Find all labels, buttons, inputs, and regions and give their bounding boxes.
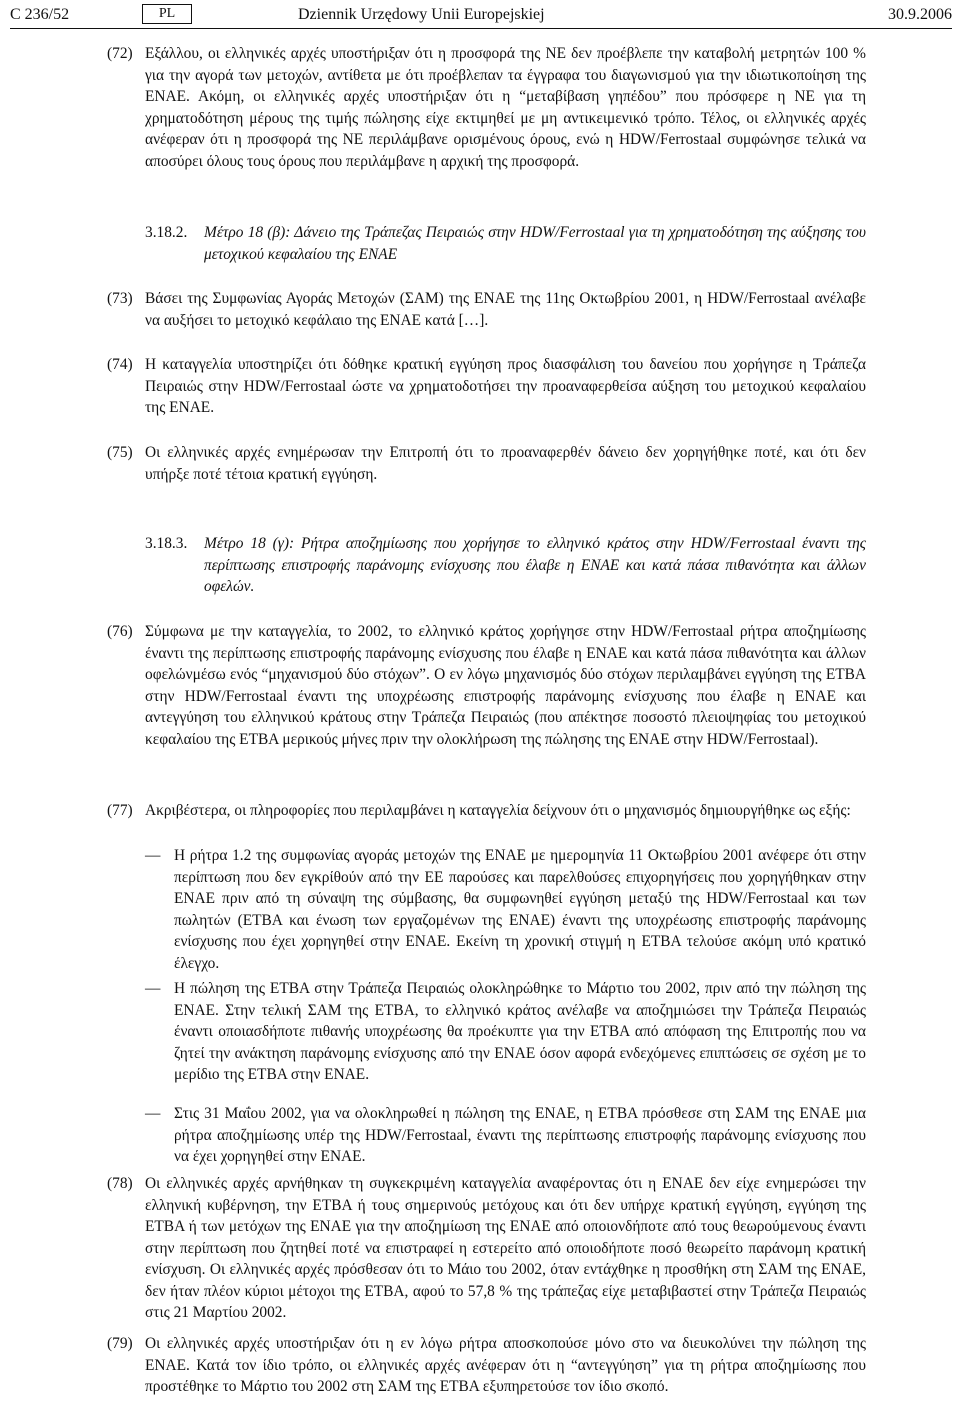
dash-marker: — xyxy=(145,847,161,864)
indent-text: Στις 31 Μαΐου 2002, για να ολοκληρωθεί η πώληση της ΕΝΑΕ, η ΕΤΒΑ πρόσθεσε στη ΣΑΜ της ΕΝΑΕ μια ρήτρα αποζημίωσης υπέρ της HDW/Ferrostaal, έναντι της περίπτωσης επιστροφής παράνομης ενίσχυσης που να έχει χορηγηθεί στην ΕΝΑΕ. xyxy=(174,1105,866,1165)
paragraph-text: Οι ελληνικές αρχές ενημέρωσαν την Επιτροπή ότι το προαναφερθέν δάνειο δεν χορηγήθηκε ποτέ, και ότι δεν υπήρξε ποτέ τέτοια κρατική εγγύηση. xyxy=(145,444,866,483)
page-reference: C 236/52 xyxy=(10,6,70,23)
dash-marker: — xyxy=(145,1105,161,1122)
paragraph-text: Οι ελληνικές αρχές αρνήθηκαν τη συγκεκριμένη καταγγελία αναφέροντας ότι η ΕΝΑΕ δεν είχε ενημερώσει την ελληνική κυβέρνηση, την ΕΤΒΑ ή τους σημερινούς μετόχους και ότι δεν υπήρχε κρατική εγγύηση, εγγύηση της ΕΤΒΑ ή των μετόχων της ΕΝΑΕ για την αποζημίωση της ΕΝΑΕ από οποιονδήποτε από τους θεωρούμενους έναντι στην περίπτωση που ζητηθεί ποτέ να επιστραφεί η εστερείτο από οποιοδήποτε ποσό θεωρείτο παράνομη κρατική ενίσχυση. Οι ελληνικές αρχές πρόσθεσαν ότι το Μάιο του 2002, όταν εντάχθηκε η προσθήκη στη ΣΑΜ της ΕΝΑΕ, δεν ήταν πλέον κύριοι μέτοχοι της ΕΤΒΑ, αφού το 57,8 % της τράπεζας είχε μεταβιβαστεί στην Τράπεζα Πειραιώς στις 21 Μαρτίου 2002. xyxy=(145,1175,866,1321)
paragraph-number: (79) xyxy=(107,1335,133,1352)
section-number: 3.18.3. xyxy=(145,535,188,552)
paragraph-text: Εξάλλου, οι ελληνικές αρχές υποστήριξαν ότι η προσφορά της ΝΕ δεν προέβλεπε την καταβολή μετρητών 100 % για την αγορά των μετοχών, αντίθετα με ότι προέβλεπαν τα έγγραφα του διαγωνισμού για την ιδιωτικοποίηση της ΕΝΑΕ. Ακόμη, οι ελληνικές αρχές υποστήριξαν ότι η “μεταβίβαση γηπέδου” που πρόσφερε η ΝΕ για τη χρηματοδότηση μέρους της τιμής πώλησης είχε εκτιμηθεί με μη αντικειμενικό τρόπο. Τέλος, οι ελληνικές αρχές ανέφεραν ότι η προσφορά της ΝΕ περιλάμβανε ορισμένους όρους, ενώ η HDW/Ferrostaal συμφώνησε τελικά να αποσύρει όλους τους όρους που περιλάμβανε η αρχική της προσφορά. xyxy=(145,45,866,170)
paragraph-text: Οι ελληνικές αρχές υποστήριξαν ότι η εν λόγω ρήτρα αποσκοπούσε μόνο στο να διευκολύνει την πώληση της ΕΝΑΕ. Κατά τον ίδιο τρόπο, οι ελληνικές αρχές ανέφεραν ότι η “αντεγγύηση” για τη ρήτρα αποζημίωσης που προστέθηκε το Μάρτιο του 2002 στη ΣΑΜ της ΕΤΒΑ εξυπηρετούσε τον ίδιο σκοπό. xyxy=(145,1335,866,1395)
paragraph-73 xyxy=(108,288,866,331)
indent-text: Η ρήτρα 1.2 της συμφωνίας αγοράς μετοχών της ΕΝΑΕ με ημερομηνία 11 Οκτωβρίου 2001 ανέφερε ότι στην περίπτωση που δεν εγκρίθούν από την ΕΕ παρούσες και παρελθούσες επιχορηγήσεις που χορηγήθηκαν στην ΕΝΑΕ πριν από τη σύναψη της σύμβασης, θα συμφωνηθεί εγγύηση μεταξύ της HDW/Ferrostaal και των πωλητών (ΕΤΒΑ και ένωση των εργαζομένων της ΕΝΑΕ) έναντι της υποχρέωσης επιστροφής παράνομης ενίσχυσης που έχει χορηγηθεί στην ΕΝΑΕ. Εκείνη τη χρονική στιγμή η ΕΤΒΑ τελούσε ακόμη υπό κρατικό έλεγχο. xyxy=(174,847,866,972)
journal-title: Dziennik Urzędowy Unii Europejskiej xyxy=(298,6,545,23)
paragraph-76 xyxy=(108,621,866,750)
paragraph-74 xyxy=(108,354,866,419)
paragraph-text: Βάσει της Συμφωνίας Αγοράς Μετοχών (ΣΑΜ) της ΕΝΑΕ της 11ης Οκτωβρίου 2001, η HDW/Ferrostaal ανέλαβε να αυξήσει το μετοχικό κεφάλαιο της ΕΝΑΕ κατά […]. xyxy=(145,290,866,329)
paragraph-number: (78) xyxy=(107,1175,133,1192)
paragraph-text: Η καταγγελία υποστηρίζει ότι δόθηκε κρατική εγγύηση προς διασφάλιση του δανείου που χορήγησε η Τράπεζα Πειραιώς στην HDW/Ferrostaal ώστε να χρηματοδοτήσει την προαναφερθείσα αύξηση του μετοχικού κεφαλαίου της ΕΝΑΕ. xyxy=(145,356,866,416)
paragraph-number: (72) xyxy=(107,45,133,62)
paragraph-72 xyxy=(108,43,866,172)
language-code: PL xyxy=(142,4,192,24)
section-title: Μέτρο 18 (β): Δάνειο της Τράπεζας Πειραιώς στην HDW/Ferrostaal για τη χρηματοδότηση της αύξησης του μετοχικού κεφαλαίου της ΕΝΑΕ xyxy=(204,224,866,263)
paragraph-number: (73) xyxy=(107,290,133,307)
indent-item-2 xyxy=(145,978,866,1086)
section-3-18-2 xyxy=(145,222,866,265)
paragraph-number: (75) xyxy=(107,444,133,461)
paragraph-text: Ακριβέστερα, οι πληροφορίες που περιλαμβάνει η καταγγελία δείχνουν ότι ο μηχανισμός δημιουργήθηκε ως εξής: xyxy=(145,802,851,819)
paragraph-77 xyxy=(108,800,866,822)
publication-date: 30.9.2006 xyxy=(888,6,952,23)
section-number: 3.18.2. xyxy=(145,224,188,241)
indent-item-1 xyxy=(145,845,866,974)
header-rule xyxy=(10,28,952,29)
paragraph-number: (76) xyxy=(107,623,133,640)
paragraph-75 xyxy=(108,442,866,485)
paragraph-number: (77) xyxy=(107,802,133,819)
paragraph-78 xyxy=(108,1173,866,1324)
section-3-18-3 xyxy=(145,533,866,598)
paragraph-79 xyxy=(108,1333,866,1398)
page-header xyxy=(10,4,952,26)
indent-text: Η πώληση της ΕΤΒΑ στην Τράπεζα Πειραιώς ολοκληρώθηκε το Μάρτιο του 2002, πριν από την πώληση της ΕΝΑΕ. Στην τελική ΣΑΜ της ΕΤΒΑ, το ελληνικό κράτος ανέλαβε να αποζημιώσει την Τράπεζα Πειραιώς έναντι οποιασδήποτε πιθανής υποχρέωσης θα προέκυπτε για την ΕΤΒΑ από απόφαση της Επιτροπής που να ζητεί την ανάκτηση παράνομης ενίσχυσης από την ΕΝΑΕ όσον αφορά ενδεχόμενες επιπτώσεις σε σχέση με το μερίδιο της ΕΤΒΑ στην ΕΝΑΕ. xyxy=(174,980,866,1083)
section-title: Μέτρο 18 (γ): Ρήτρα αποζημίωσης που χορήγησε το ελληνικό κράτος στην HDW/Ferrostaal έναντι της περίπτωσης επιστροφής παράνομης ενίσχυσης που έλαβε η ΕΝΑΕ και κατά πάσα πιθανότητα και άλλων οφελών. xyxy=(204,535,866,595)
paragraph-text: Σύμφωνα με την καταγγελία, το 2002, το ελληνικό κράτος χορήγησε στην HDW/Ferrostaal ρήτρα αποζημίωσης έναντι της περίπτωσης επιστροφής παράνομης ενίσχυσης που έλαβε η ΕΝΑΕ και κατά πάσα πιθανότητα και άλλων οφελώνμέσω ενός “μηχανισμού δύο στόχων”. Ο εν λόγω μηχανισμός δύο στόχων περιλαμβάνει εγγύηση της ΕΤΒΑ στην HDW/Ferrostaal έναντι της υποχρέωσης επιστροφής παράνομης ενίσχυσης που έλαβε η ΕΝΑΕ και αντεγγύηση του ελληνικού κράτους στην Τράπεζα Πειραιώς (που απέκτησε ποσοστό πλειοψηφίας του μετοχικού κεφαλαίου της ΕΤΒΑ μερικούς μήνες πριν την ολοκλήρωση της πώλησης της ΕΝΑΕ στην HDW/Ferrostaal). xyxy=(145,623,866,748)
paragraph-number: (74) xyxy=(107,356,133,373)
dash-marker: — xyxy=(145,980,161,997)
indent-item-3 xyxy=(145,1103,866,1168)
